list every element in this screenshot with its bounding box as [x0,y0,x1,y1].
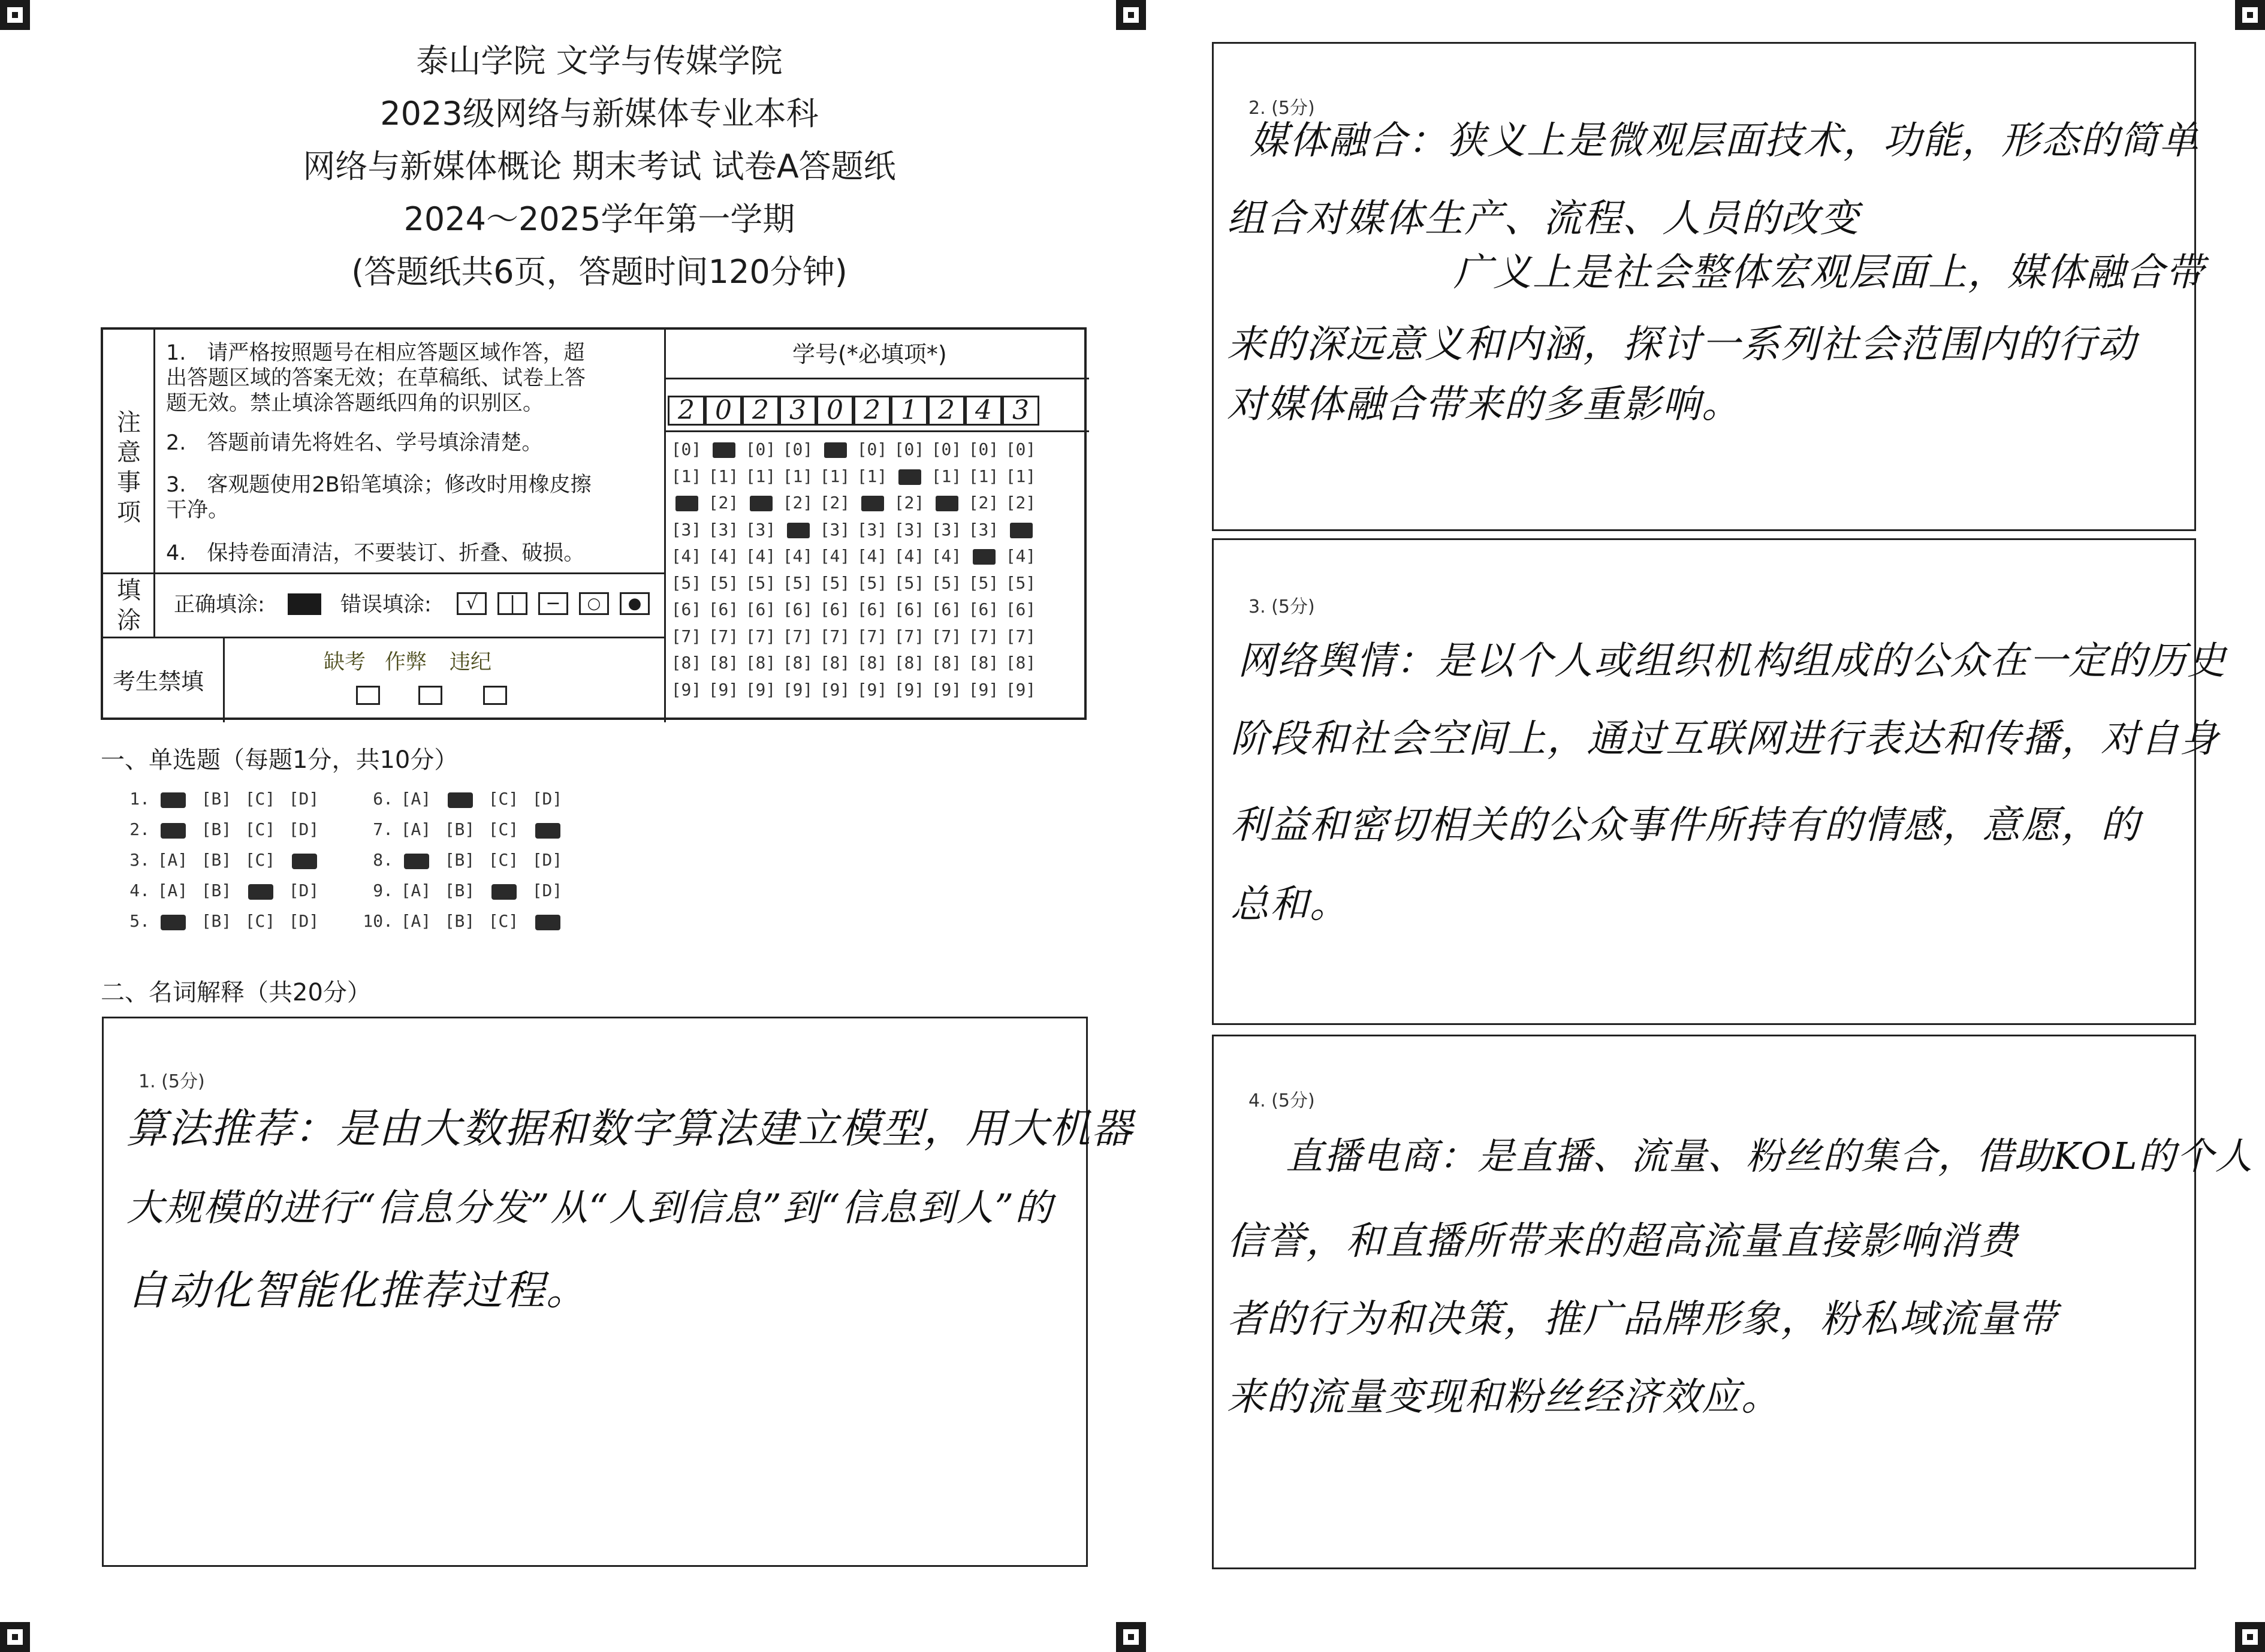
id-bubble-col2-2[interactable]: [2] [708,493,739,513]
id-bubble-col10-9[interactable]: [9] [1005,679,1036,700]
mc-question-number: 3. [129,850,150,870]
id-bubble-col7-6[interactable]: [6] [894,599,925,619]
id-bubble-col5-1[interactable]: [1] [819,466,850,486]
id-bubble-col8-7[interactable]: [7] [931,626,962,646]
id-bubble-col3-1[interactable]: [1] [745,466,776,486]
answer-1-line-2: 大规模的进行“信息分发”从“人到信息”到“信息到人”的 [126,1186,1054,1229]
answer-3-line-2: 阶段和社会空间上，通过互联网进行表达和传播，对自身 [1230,717,2219,761]
student-id-digit-8: 2 [928,396,965,426]
wrong-fill-label: 错误填涂: [340,593,432,617]
id-bubble-col4-8[interactable]: [8] [782,653,813,673]
mc-question-number: 1. [129,789,150,809]
id-bubble-col4-1[interactable]: [1] [782,466,813,486]
id-bubble-col3-7[interactable]: [7] [745,626,776,646]
id-bubble-col6-0[interactable]: [0] [856,439,888,459]
mc-option-8-a[interactable] [398,850,434,870]
id-bubble-col1-8[interactable]: [8] [671,653,702,673]
mc-option-8-b[interactable]: [B] [444,850,475,870]
id-bubble-col10-7[interactable]: [7] [1005,626,1036,646]
mc-option-5-b[interactable]: [B] [201,911,232,931]
mc-question-number: 9. [373,881,393,900]
id-bubble-col1-7[interactable]: [7] [671,626,702,646]
exam-title: 网络与新媒体概论 期末考试 试卷A答题纸 [303,147,896,185]
id-bubble-col8-3[interactable]: [3] [931,519,962,539]
id-bubble-col9-0[interactable]: [0] [968,439,999,459]
mc-option-5-c[interactable]: [C] [245,911,276,931]
id-bubble-col4-3[interactable] [780,517,816,543]
id-bubble-col6-1[interactable]: [1] [856,466,888,486]
mc-section-title: 一、单选题（每题1分，共10分） [101,746,459,774]
id-bubble-col10-4[interactable]: [4] [1005,546,1036,566]
id-bubble-col1-1[interactable]: [1] [671,466,702,486]
id-bubble-col9-9[interactable]: [9] [968,679,999,700]
mc-option-4-d[interactable]: [D] [288,881,319,900]
id-bubble-col9-2[interactable]: [2] [968,493,999,513]
forbid-cheat-checkbox[interactable] [418,686,442,705]
id-bubble-col8-1[interactable]: [1] [931,466,962,486]
answer-label-1: 1. (5分) [138,1071,205,1092]
id-bubble-col6-7[interactable]: [7] [856,626,888,646]
answer-2-line-4: 来的深远意义和内涵，探讨一系列社会范围内的行动 [1227,322,2137,367]
answer-2-line-2: 组合对媒体生产、流程、人员的改变 [1227,197,1860,241]
id-bubble-col8-6[interactable]: [6] [931,599,962,619]
mc-option-8-c[interactable]: [C] [488,850,519,870]
mc-option-1-d[interactable]: [D] [288,789,319,809]
student-id-digit-10: 3 [1002,396,1039,426]
id-bubble-col2-1[interactable]: [1] [708,466,739,486]
id-bubble-col10-5[interactable]: [5] [1005,572,1036,593]
id-bubble-col7-9[interactable]: [9] [894,679,925,700]
forbid-absent-checkbox[interactable] [356,686,380,705]
id-bubble-col9-1[interactable]: [1] [968,466,999,486]
id-bubble-col6-4[interactable]: [4] [856,546,888,566]
id-bubble-col3-0[interactable]: [0] [745,439,776,459]
id-bubble-col3-9[interactable]: [9] [745,679,776,700]
id-bubble-col1-3[interactable]: [3] [671,519,702,539]
mc-option-10-a[interactable]: [A] [400,911,432,931]
id-bubble-col2-3[interactable]: [3] [708,519,739,539]
mc-option-6-c[interactable]: [C] [488,789,519,809]
id-bubble-col7-0[interactable]: [0] [894,439,925,459]
id-bubble-col2-4[interactable]: [4] [708,546,739,566]
id-bubble-col8-8[interactable]: [8] [931,653,962,673]
answer-1-line-1: 算法推荐：是由大数据和数字算法建立模型，用大机器 [126,1105,1134,1153]
student-id-digit-6: 2 [853,396,891,426]
mc-option-2-b[interactable]: [B] [201,819,232,839]
id-bubble-col1-9[interactable]: [9] [671,679,702,700]
id-bubble-col4-4[interactable]: [4] [782,546,813,566]
forbid-title: 考生禁填 [113,668,204,695]
id-bubble-col8-9[interactable]: [9] [931,679,962,700]
id-bubble-col6-2[interactable] [854,490,890,516]
id-bubble-col10-3[interactable] [1003,517,1039,543]
answer-2-line-1: 媒体融合：狭义上是微观层面技术，功能，形态的简单 [1250,119,2199,163]
mc-option-7-a[interactable]: [A] [400,819,432,839]
forbid-violation-checkbox[interactable] [483,686,507,705]
student-id-digit-5: 0 [816,396,853,426]
answer-3-line-1: 网络舆情：是以个人或组织机构组成的公众在一定的历史 [1238,639,2227,683]
mc-option-9-c[interactable] [485,881,521,900]
answer-2-line-5: 对媒体融合带来的多重影响。 [1227,382,1741,427]
student-id-digit-2: 0 [705,396,742,426]
corner-mark-bottom-left [0,1622,30,1652]
id-bubble-col3-8[interactable]: [8] [745,653,776,673]
id-bubble-col10-2[interactable]: [2] [1005,493,1036,513]
id-bubble-col7-8[interactable]: [8] [894,653,925,673]
student-id-digit-3: 2 [742,396,779,426]
id-bubble-col5-8[interactable]: [8] [819,653,850,673]
id-bubble-col6-6[interactable]: [6] [856,599,888,619]
id-bubble-col7-5[interactable]: [5] [894,572,925,593]
mc-option-9-d[interactable]: [D] [532,881,563,900]
id-bubble-col3-4[interactable]: [4] [745,546,776,566]
id-bubble-col9-8[interactable]: [8] [968,653,999,673]
id-bubble-col1-4[interactable]: [4] [671,546,702,566]
id-bubble-col4-0[interactable]: [0] [782,439,813,459]
mc-question-number: 4. [129,881,150,900]
id-bubble-col5-0[interactable] [817,436,853,463]
answer-4-line-1: 直播电商：是直播、流量、粉丝的集合，借助KOL的个人 [1286,1134,2254,1178]
corner-mark-bottom-right [2235,1622,2265,1652]
mc-option-4-b[interactable]: [B] [201,881,232,900]
id-bubble-col5-3[interactable]: [3] [819,519,850,539]
mc-question-number: 5. [129,911,150,931]
id-bubble-col7-1[interactable] [891,463,927,490]
corner-mark-top-center [1116,0,1146,30]
mc-option-3-a[interactable]: [A] [157,850,188,870]
id-bubble-col9-4[interactable] [966,543,1002,569]
id-bubble-col6-5[interactable]: [5] [856,572,888,593]
mc-option-6-a[interactable]: [A] [400,789,432,809]
answer-box-2[interactable] [1212,42,2205,531]
id-bubble-col7-2[interactable]: [2] [894,493,925,513]
answer-box-3[interactable] [1212,538,2227,1025]
id-bubble-col1-2[interactable] [668,490,704,516]
mc-question-number: 6. [373,789,393,809]
mc-option-10-c[interactable]: [C] [488,911,519,931]
answer-label-2: 2. (5分) [1248,98,1315,119]
answer-4-line-2: 信誉，和直播所带来的超高流量直接影响消费 [1227,1219,2018,1264]
student-id-digit-4: 3 [779,396,816,426]
id-bubble-col6-8[interactable]: [8] [856,653,888,673]
mc-option-7-b[interactable]: [B] [444,819,475,839]
id-bubble-col4-7[interactable]: [7] [782,626,813,646]
answer-1-line-3: 自动化智能化推荐过程。 [126,1267,589,1315]
id-bubble-col10-0[interactable]: [0] [1005,439,1036,459]
semester-title: 2024～2025学年第一学期 [403,200,795,238]
corner-mark-bottom-center [1116,1622,1146,1652]
id-bubble-col4-9[interactable]: [9] [782,679,813,700]
id-bubble-col2-8[interactable]: [8] [708,653,739,673]
fill-title: 填涂 [117,577,141,634]
wrong-sample-dash: − [538,592,568,615]
id-bubble-col9-6[interactable]: [6] [968,599,999,619]
mc-option-7-c[interactable]: [C] [488,819,519,839]
notice-line-3: 题无效。禁止填涂答题纸四角的识别区。 [166,391,544,415]
id-bubble-col10-6[interactable]: [6] [1005,599,1036,619]
notice-line-7: 4. 保持卷面清洁，不要装订、折叠、破损。 [166,541,585,565]
answer-box-4[interactable] [1212,1035,2254,1569]
forbid-violation-label: 违纪 [450,650,492,674]
answer-3-line-3: 利益和密切相关的公众事件所持有的情感，意愿，的 [1230,803,2140,848]
mc-question-number: 8. [373,850,393,870]
id-bubble-col9-7[interactable]: [7] [968,626,999,646]
notice-line-4: 2. 答题前请先将姓名、学号填涂清楚。 [166,431,543,455]
mc-question-number: 10. [363,911,393,931]
answer-label-3: 3. (5分) [1248,596,1315,617]
id-bubble-col8-5[interactable]: [5] [931,572,962,593]
id-bubble-col10-1[interactable]: [1] [1005,466,1036,486]
mc-option-3-d[interactable] [286,850,322,870]
id-bubble-col2-5[interactable]: [5] [708,572,739,593]
mc-option-10-d[interactable] [529,911,565,931]
mc-option-2-d[interactable]: [D] [288,819,319,839]
mc-option-9-a[interactable]: [A] [400,881,432,900]
mc-option-5-d[interactable]: [D] [288,911,319,931]
id-bubble-col1-6[interactable]: [6] [671,599,702,619]
answer-label-4: 4. (5分) [1248,1090,1315,1111]
mc-option-5-a[interactable] [155,911,191,931]
id-bubble-col8-2[interactable] [928,490,964,516]
wrong-sample-bar: | [497,592,527,615]
mc-option-3-c[interactable]: [C] [245,850,276,870]
forbid-absent-label: 缺考 [324,650,366,674]
id-bubble-col5-9[interactable]: [9] [819,679,850,700]
mc-option-1-b[interactable]: [B] [201,789,232,809]
mc-option-2-c[interactable]: [C] [245,819,276,839]
mc-option-4-c[interactable] [242,881,278,900]
mc-option-8-d[interactable]: [D] [532,850,563,870]
mc-option-2-a[interactable] [155,819,191,839]
id-bubble-col2-9[interactable]: [9] [708,679,739,700]
id-bubble-col5-6[interactable]: [6] [819,599,850,619]
forbid-cheat-label: 作弊 [385,650,427,674]
notice-title: 注意事项 [117,409,141,526]
mc-option-4-a[interactable]: [A] [157,881,188,900]
id-bubble-col3-3[interactable]: [3] [745,519,776,539]
id-bubble-col1-5[interactable]: [5] [671,572,702,593]
id-bubble-col7-7[interactable]: [7] [894,626,925,646]
term-section-title: 二、名词解释（共20分） [101,979,371,1006]
id-bubble-col7-3[interactable]: [3] [894,519,925,539]
wrong-sample-check: √ [457,592,487,615]
mc-option-9-b[interactable]: [B] [444,881,475,900]
student-id-digit-1: 2 [668,396,705,426]
major-title: 2023级网络与新媒体专业本科 [380,95,819,132]
student-id-digit-9: 4 [965,396,1002,426]
corner-mark-top-right [2235,0,2265,30]
id-bubble-col7-4[interactable]: [4] [894,546,925,566]
id-bubble-col5-2[interactable]: [2] [819,493,850,513]
mc-question-number: 2. [129,819,150,839]
school-title: 泰山学院 文学与传媒学院 [416,42,783,80]
notice-line-5: 3. 客观题使用2B铅笔填涂；修改时用橡皮擦 [166,473,592,497]
notice-line-2: 出答题区域的答案无效；在草稿纸、试卷上答 [166,366,586,390]
mc-option-3-b[interactable]: [B] [201,850,232,870]
notice-line-1: 1. 请严格按照题号在相应答题区域作答，超 [166,341,585,365]
id-bubble-col9-3[interactable]: [3] [968,519,999,539]
id-bubble-col3-6[interactable]: [6] [745,599,776,619]
id-bubble-col4-5[interactable]: [5] [782,572,813,593]
mc-question-number: 7. [373,819,393,839]
id-bubble-col4-2[interactable]: [2] [782,493,813,513]
mc-option-1-a[interactable] [155,789,191,809]
mc-option-1-c[interactable]: [C] [245,789,276,809]
mc-option-6-d[interactable]: [D] [532,789,563,809]
answer-3-line-4: 总和。 [1230,882,1349,927]
answer-box-1[interactable] [102,1017,1134,1567]
id-bubble-col10-8[interactable]: [8] [1005,653,1036,673]
id-bubble-col5-7[interactable]: [7] [819,626,850,646]
id-bubble-col5-5[interactable]: [5] [819,572,850,593]
id-bubble-col6-9[interactable]: [9] [856,679,888,700]
student-id-title: 学号(*必填项*) [792,341,947,367]
mc-option-10-b[interactable]: [B] [444,911,475,931]
student-id-digit-7: 1 [891,396,928,426]
id-bubble-col4-6[interactable]: [6] [782,599,813,619]
answer-4-line-4: 来的流量变现和粉丝经济效应。 [1227,1375,1781,1419]
mc-option-7-d[interactable] [529,819,565,839]
corner-mark-top-left [0,0,30,30]
id-bubble-col8-4[interactable]: [4] [931,546,962,566]
id-bubble-col9-5[interactable]: [5] [968,572,999,593]
answer-2-line-3: 广义上是社会整体宏观层面上，媒体融合带 [1453,251,2205,295]
mc-option-6-b[interactable] [442,789,478,809]
correct-fill-label: 正确填涂: [174,593,265,617]
id-bubble-col6-3[interactable]: [3] [856,519,888,539]
id-bubble-col3-2[interactable] [743,490,779,516]
notice-line-6: 干净。 [166,498,230,522]
id-bubble-col8-0[interactable]: [0] [931,439,962,459]
id-bubble-col2-6[interactable]: [6] [708,599,739,619]
id-bubble-col2-0[interactable] [705,436,741,463]
id-bubble-col3-5[interactable]: [5] [745,572,776,593]
answer-4-line-3: 者的行为和决策，推广品牌形象，粉私域流量带 [1227,1297,2058,1342]
id-bubble-col5-4[interactable]: [4] [819,546,850,566]
wrong-sample-dot: ● [620,592,650,615]
exam-info: (答题纸共6页，答题时间120分钟) [351,253,848,291]
id-bubble-col2-7[interactable]: [7] [708,626,739,646]
wrong-sample-circle: ○ [579,592,609,615]
id-bubble-col1-0[interactable]: [0] [671,439,702,459]
correct-fill-sample [288,593,321,615]
